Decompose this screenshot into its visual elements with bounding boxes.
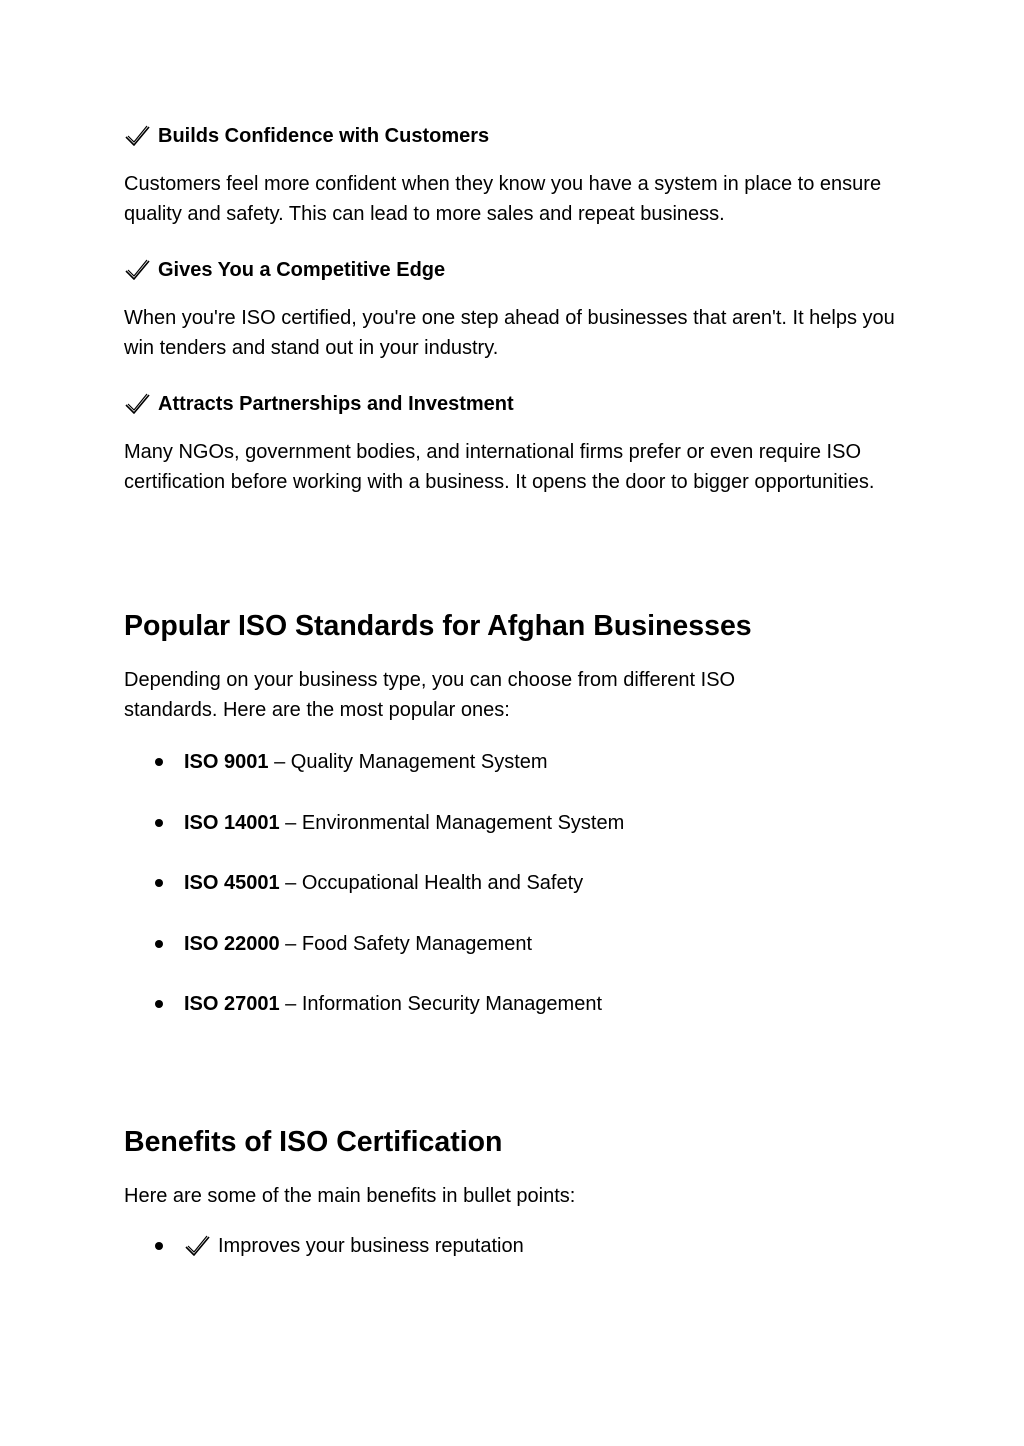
- list-item: [123, 1234, 524, 1258]
- standard-name: Quality Management System: [290, 751, 548, 773]
- separator: –: [279, 872, 302, 894]
- feature-text: Many NGOs, government bodies, and international firms prefer or even require ISO certification before working with a business. It opens the door to bigger opportunities.: [124, 441, 875, 493]
- check-mark-icon: [184, 1234, 212, 1258]
- separator: –: [268, 751, 291, 773]
- feature-title: Attracts Partnerships and Investment: [158, 393, 514, 415]
- section-heading: Benefits of ISO Certification: [124, 1126, 503, 1158]
- section-intro: Here are some of the main benefits in bullet points:: [124, 1185, 576, 1207]
- feature-text: Customers feel more confident when they know you have a system in place to ensure quality and safety. This can lead to more sales and repeat business.: [124, 173, 882, 225]
- standard-code: ISO 22000: [184, 933, 280, 955]
- separator: –: [279, 933, 302, 955]
- bullet-icon: [155, 1242, 163, 1250]
- section-heading: Popular ISO Standards for Afghan Businesses: [124, 610, 752, 642]
- separator: –: [279, 812, 302, 834]
- list-item: [123, 811, 624, 835]
- standard-name: Environmental Management System: [301, 812, 625, 834]
- list-item: [123, 871, 583, 895]
- check-mark-icon: [124, 258, 152, 282]
- standard-name: Information Security Management: [301, 993, 603, 1015]
- feature-text: When you're ISO certified, you're one step ahead of businesses that aren't. It helps you win tenders and stand out in your industry.: [124, 307, 895, 359]
- feature-heading: [124, 124, 489, 148]
- feature-title: Builds Confidence with Customers: [158, 125, 490, 147]
- bullet-icon: [155, 819, 163, 827]
- standard-code: ISO 45001: [184, 872, 280, 894]
- list-item: [123, 750, 548, 774]
- section-intro: Depending on your business type, you can choose from different ISO standards. Here are the most popular ones:: [124, 669, 736, 721]
- list-item: [123, 932, 532, 956]
- bullet-icon: [155, 879, 163, 887]
- bullet-icon: [155, 1000, 163, 1008]
- benefit-text: Improves your business reputation: [218, 1235, 524, 1257]
- list-item: [123, 992, 602, 1016]
- check-mark-icon: [124, 392, 152, 416]
- standard-name: Food Safety Management: [301, 933, 533, 955]
- bullet-icon: [155, 940, 163, 948]
- standard-code: ISO 27001: [184, 993, 280, 1015]
- feature-title: Gives You a Competitive Edge: [158, 259, 446, 281]
- separator: –: [279, 993, 302, 1015]
- standard-name: Occupational Health and Safety: [301, 872, 584, 894]
- check-mark-icon: [124, 124, 152, 148]
- feature-heading: [124, 258, 445, 282]
- bullet-icon: [155, 758, 163, 766]
- standard-code: ISO 9001: [184, 751, 269, 773]
- feature-heading: [124, 392, 514, 416]
- standard-code: ISO 14001: [184, 812, 280, 834]
